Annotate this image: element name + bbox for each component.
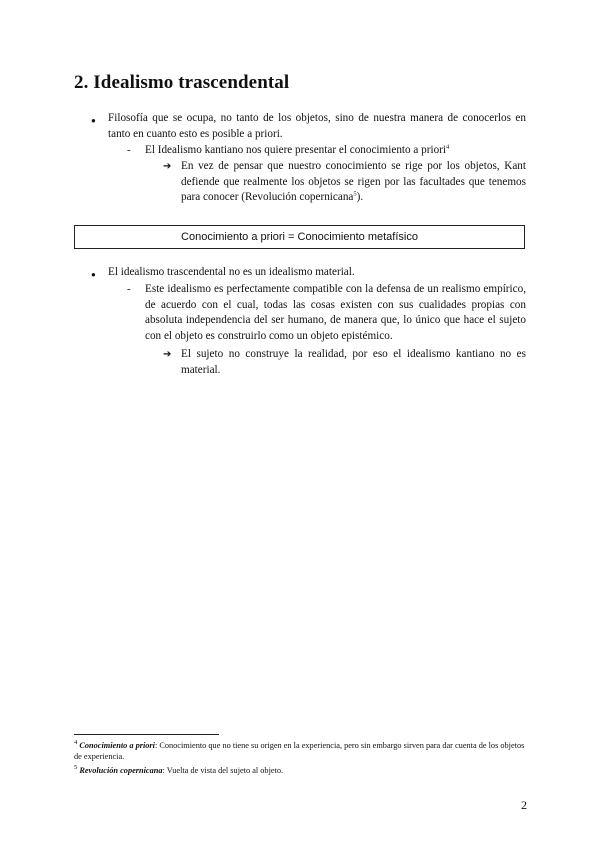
footnote-term: Revolución copernicana [79,766,163,775]
highlight-box: Conocimiento a priori = Conocimiento metafísico [74,225,525,249]
footnote-number: 5 [74,764,78,772]
bullet-icon: ● [91,116,96,125]
bullet-2-arrow-text: El sujeto no construye la realidad, por eso el idealismo kantiano no es material. [181,348,526,376]
footnote-divider [74,734,219,735]
footnote-number: 4 [74,739,78,747]
footnote-term: Conocimiento a priori [79,741,155,750]
footnote-body: : Conocimiento que no tiene su origen en la experiencia, pero sin embargo sirven para dar cuenta de los objetos de experiencia. [74,741,525,761]
bullet-1-sub-body: El Idealismo kantiano nos quiere presentar el conocimiento a priori [145,144,447,156]
section-title: 2. Idealismo trascendental [74,72,290,93]
arrow-icon: ➔ [163,161,172,172]
page-number: 2 [521,798,527,812]
bullet-1-arrow-text [181,159,526,206]
bullet-1-arrow-body: En vez de pensar que nuestro conocimiento se rige por los objetos, Kant defiende que realmente los objetos se rigen por las facultades que tenemos para conocer (Revolución copernicana [181,160,526,204]
footnote-5 [74,765,526,776]
bullet-1-arrow-tail: ). [356,191,364,204]
footnote-ref-4[interactable]: 4 [446,143,450,151]
bullet-2-text: El idealismo trascendental no es un idealismo material. [108,266,355,278]
footnote-ref-5[interactable]: 5 [353,190,357,198]
footnote-body: : Vuelta de vista del sujeto al objeto. [162,766,284,775]
bullet-icon: ● [91,270,96,279]
bullet-2-sub-text: Este idealismo es perfectamente compatible con la defensa de un realismo empírico, de acuerdo con el cual, todas las cosas existen con sus cualidades propias con absoluta independencia del ser humano, de manera que, lo único que hace el sujeto con el objeto es construirlo como un objeto epistémico. [145,283,526,342]
bullet-1-text: Filosofía que se ocupa, no tanto de los objetos, sino de nuestra manera de conocerlos en tanto en cuanto esto es posible a priori. [108,112,526,140]
dash-marker: - [127,283,131,295]
dash-marker: - [127,144,131,156]
footnote-4 [74,740,526,762]
arrow-icon: ➔ [163,349,172,360]
bullet-1-sub-text [145,143,525,159]
